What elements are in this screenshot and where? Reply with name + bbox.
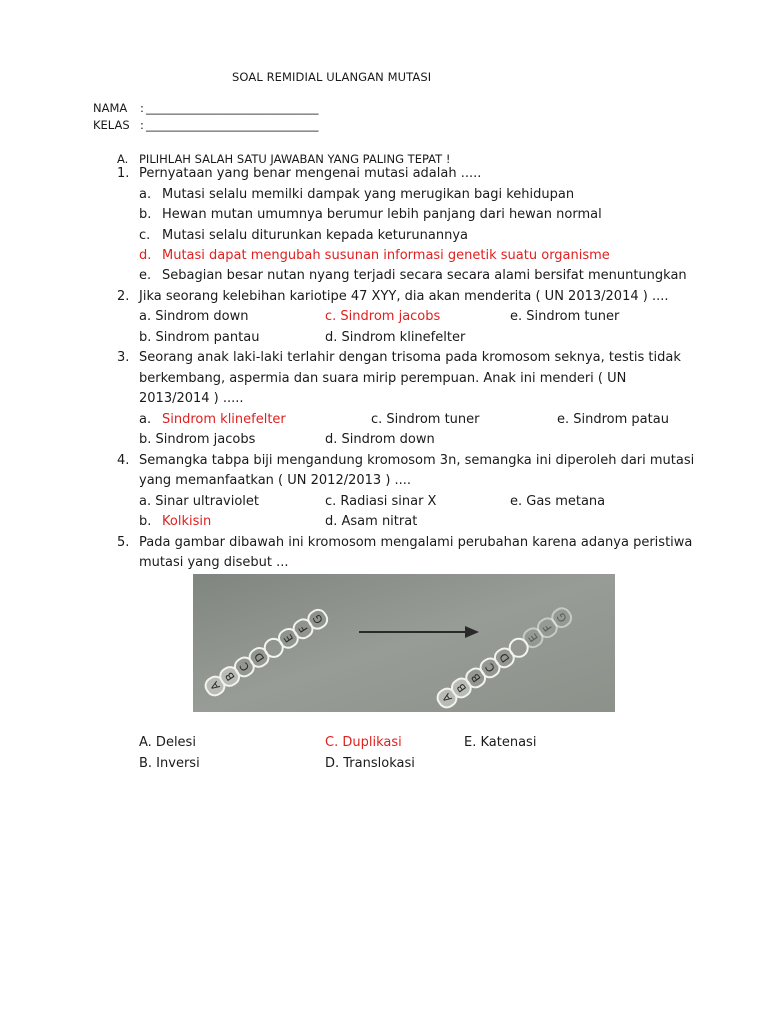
right-gene-label: F xyxy=(540,621,555,634)
right-gene-label: B xyxy=(454,680,470,695)
q4-option-b-letter: b. xyxy=(139,514,152,529)
chromosome-figure-svg xyxy=(193,574,615,712)
right-gene-label: E xyxy=(526,630,541,645)
q5-option-a[interactable]: A. Delesi xyxy=(139,735,196,750)
q4-number: 4. xyxy=(117,453,130,468)
q2-option-c-answer[interactable]: c. Sindrom jacobs xyxy=(325,309,441,324)
left-gene-label: F xyxy=(296,622,311,635)
chromosome-figure xyxy=(193,574,615,712)
nama-label: NAMA xyxy=(93,101,128,115)
q5-text-line1: Pada gambar dibawah ini kromosom mengalami perubahan karena adanya peristiwa xyxy=(139,535,693,550)
q5-option-b[interactable]: B. Inversi xyxy=(139,756,200,771)
q3-option-d[interactable]: d. Sindrom down xyxy=(325,432,435,447)
section-instruction: PILIHLAH SALAH SATU JAWABAN YANG PALING TEPAT ! xyxy=(139,152,451,166)
q1-number: 1. xyxy=(117,166,130,181)
q1-option-d-answer[interactable]: Mutasi dapat mengubah susunan informasi genetik suatu organisme xyxy=(162,248,610,263)
q5-option-c-answer[interactable]: C. Duplikasi xyxy=(325,735,402,750)
q4-option-c[interactable]: c. Radiasi sinar X xyxy=(325,494,437,509)
kelas-field[interactable]: ______________________________ xyxy=(146,118,319,132)
q3-text-line2: berkembang, aspermia dan suara mirip perempuan. Anak ini menderi ( UN xyxy=(139,371,627,386)
right-gene-label: C xyxy=(482,660,498,675)
q5-text-line2: mutasi yang disebut ... xyxy=(139,555,289,570)
section-marker: A. xyxy=(117,152,129,166)
q2-number: 2. xyxy=(117,289,130,304)
q3-option-a-letter: a. xyxy=(139,412,152,427)
kelas-colon: : xyxy=(140,118,144,132)
q4-option-a[interactable]: a. Sinar ultraviolet xyxy=(139,494,260,509)
kelas-label: KELAS xyxy=(93,118,130,132)
q1-option-a[interactable]: Mutasi selalu memilki dampak yang merugikan bagi kehidupan xyxy=(162,187,575,202)
q3-option-a-answer[interactable]: Sindrom klinefelter xyxy=(162,412,286,427)
q1-option-d-letter: d. xyxy=(139,248,152,263)
nama-field[interactable]: ______________________________ xyxy=(146,101,319,115)
q2-option-b[interactable]: b. Sindrom pantau xyxy=(139,330,260,345)
right-gene-label: G xyxy=(554,610,570,625)
q2-option-e[interactable]: e. Sindrom tuner xyxy=(510,309,620,324)
left-gene-label: E xyxy=(281,631,297,645)
q5-option-e[interactable]: E. Katenasi xyxy=(464,735,537,750)
q4-option-b-answer[interactable]: Kolkisin xyxy=(162,514,212,529)
q1-option-b[interactable]: Hewan mutan umumnya berumur lebih panjang dari hewan normal xyxy=(162,207,602,222)
right-gene-label: B xyxy=(468,670,484,685)
q3-option-c[interactable]: c. Sindrom tuner xyxy=(371,412,480,427)
left-gene-label: B xyxy=(222,669,238,683)
left-gene-label: A xyxy=(207,679,223,693)
q3-text-line3: 2013/2014 ) ..... xyxy=(139,391,244,406)
q4-text-line2: yang memanfaatkan ( UN 2012/2013 ) .... xyxy=(139,473,412,488)
q2-option-d[interactable]: d. Sindrom klinefelter xyxy=(325,330,466,345)
q3-option-e[interactable]: e. Sindrom patau xyxy=(557,412,669,427)
q1-option-e[interactable]: Sebagian besar nutan nyang terjadi secara secara alami bersifat menuntungkan xyxy=(162,268,687,283)
q5-number: 5. xyxy=(117,535,130,550)
q1-text: Pernyataan yang benar mengenai mutasi adalah ..... xyxy=(139,166,482,181)
q3-option-b[interactable]: b. Sindrom jacobs xyxy=(139,432,256,447)
q3-number: 3. xyxy=(117,350,130,365)
q5-option-d[interactable]: D. Translokasi xyxy=(325,756,415,771)
q1-option-b-letter: b. xyxy=(139,207,152,222)
page-title: SOAL REMIDIAL ULANGAN MUTASI xyxy=(232,70,432,84)
q3-text-line1: Seorang anak laki-laki terlahir dengan trisoma pada kromosom seknya, testis tidak xyxy=(139,350,681,365)
q4-option-e[interactable]: e. Gas metana xyxy=(510,494,606,509)
nama-colon: : xyxy=(140,101,144,115)
left-gene-label: D xyxy=(251,650,268,665)
q1-option-e-letter: e. xyxy=(139,268,152,283)
q1-option-a-letter: a. xyxy=(139,187,152,202)
q2-option-a[interactable]: a. Sindrom down xyxy=(139,309,249,324)
q4-option-d[interactable]: d. Asam nitrat xyxy=(325,514,418,529)
q1-option-c-letter: c. xyxy=(139,228,151,243)
left-gene-label: G xyxy=(310,611,326,627)
q4-text-line1: Semangka tabpa biji mengandung kromosom 3n, semangka ini diperoleh dari mutasi xyxy=(139,453,695,468)
q1-option-c[interactable]: Mutasi selalu diturunkan kepada keturunannya xyxy=(162,228,468,243)
right-gene-label: D xyxy=(496,650,513,665)
right-gene-label: A xyxy=(439,690,455,705)
q2-text: Jika seorang kelebihan kariotipe 47 XYY, dia akan menderita ( UN 2013/2014 ) .... xyxy=(139,289,669,304)
left-gene-label: C xyxy=(237,659,253,674)
